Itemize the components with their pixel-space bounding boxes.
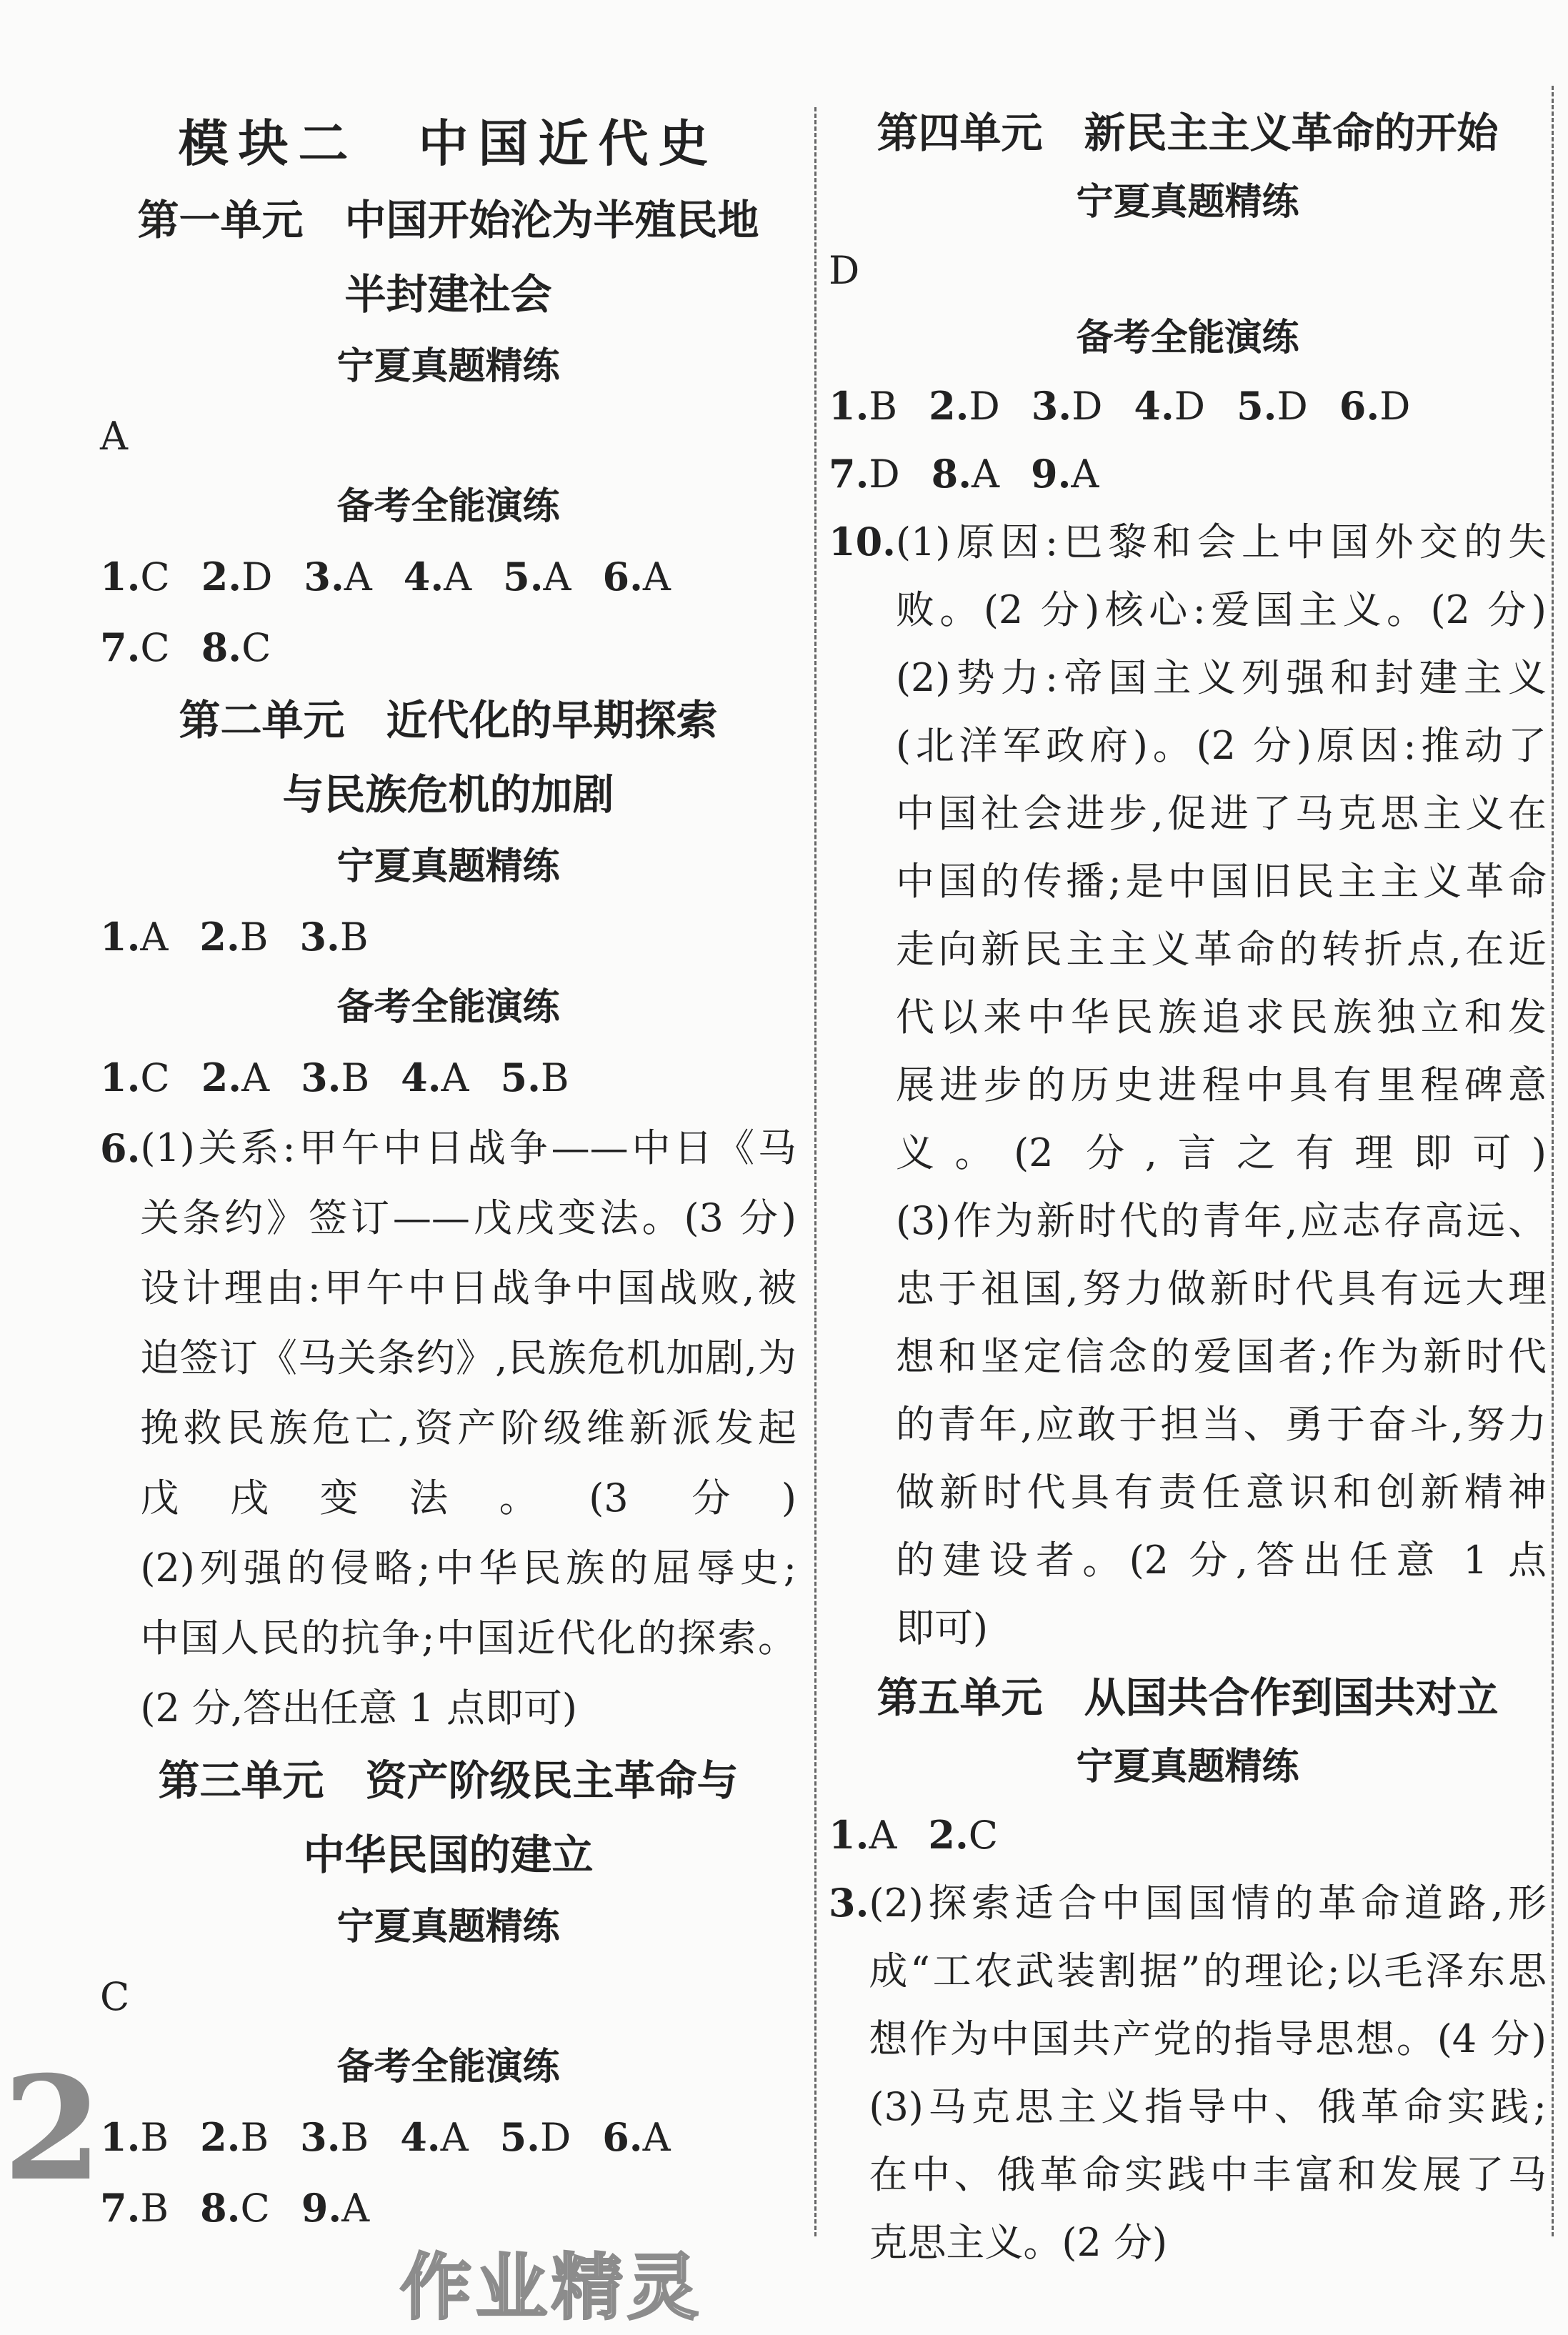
question-number: 4. (401, 1055, 441, 1100)
answer-choice: C (140, 1055, 170, 1100)
answer-item (100, 1042, 170, 1113)
unit-title (829, 1662, 1547, 1733)
answer-choice: A (1071, 452, 1099, 497)
answer-line: 挽救民族危亡,资产阶级维新派发起 (140, 1405, 797, 1450)
question-number: 9. (301, 2185, 342, 2231)
answer-item (932, 440, 999, 508)
question-number: 2. (199, 914, 240, 960)
question-number: 8. (200, 2185, 241, 2231)
answer-item (200, 2102, 269, 2173)
answer-line: 代以来中华民族追求民族独立和发 (895, 995, 1547, 1040)
question-number: 7. (100, 2185, 141, 2231)
answer-item (304, 542, 371, 612)
question-number: 7. (100, 624, 141, 670)
answer-choice: A (543, 554, 571, 599)
answer-item (829, 440, 900, 508)
answer-item (201, 612, 271, 683)
answer-line: 走向新民主主义革命的转折点,在近 (895, 927, 1547, 972)
question-number: 3. (300, 2114, 341, 2160)
answer-item (400, 2102, 468, 2173)
answer-line: (北洋军政府)。(2 分)原因:推动了 (895, 723, 1547, 768)
left-column (100, 104, 797, 2244)
question-number: 1. (829, 1812, 869, 1858)
answer-item (404, 542, 471, 612)
answer-line: (2)势力:帝国主义列强和封建主义 (895, 655, 1547, 700)
answer-item (301, 2173, 369, 2244)
answer-item (201, 542, 273, 612)
answer-choice: A (344, 554, 372, 599)
answer-line: 在中、俄革命实践中丰富和发展了马 (869, 2152, 1547, 2197)
section-subheading: 宁夏真题精练 (1076, 181, 1299, 224)
unit-title-line: 中华民国的建立 (303, 1831, 594, 1879)
answer-line: 克思主义。(2 分) (869, 2220, 1168, 2265)
right-column (829, 97, 1547, 2276)
answer-item (1134, 372, 1205, 440)
question-number: 5. (500, 1055, 541, 1100)
answer-line: (1)原因:巴黎和会上中国外交的失 (895, 519, 1547, 564)
answer-line: 忠于祖国,努力做新时代具有远大理 (895, 1266, 1547, 1311)
question-number: 2. (201, 554, 242, 599)
question-number: 4. (1134, 383, 1174, 429)
unit-title (829, 97, 1547, 169)
answer-choice: D (539, 2115, 571, 2160)
unit-title-line: 与民族危机的加剧 (282, 770, 614, 819)
answer-choice: B (540, 1055, 569, 1100)
answer-line: 成“工农武装割据”的理论;以毛泽东思 (869, 1948, 1547, 1993)
answer-line: 做新时代具有责任意识和创新精神 (895, 1470, 1547, 1515)
answer-body (896, 508, 1547, 1662)
question-number: 8. (931, 451, 972, 497)
answer-line: (3)作为新时代的青年,应志存高远、 (895, 1198, 1547, 1243)
answer-item (1237, 372, 1308, 440)
unit-title-line: 半封建社会 (344, 270, 552, 319)
answer-row (100, 612, 797, 683)
answer-line: 中国的传播;是中国旧民主主义革命 (895, 859, 1547, 904)
answer-item (100, 2102, 169, 2173)
answer-item (199, 902, 268, 972)
answer-choice: A (140, 915, 169, 960)
question-number: 1. (100, 554, 141, 599)
answer-line: 展进步的历史进程中具有里程碑意 (895, 1062, 1547, 1107)
answer-choice: A (869, 1813, 897, 1858)
answer-line: 想和坚定信念的爱国者;作为新时代 (895, 1334, 1547, 1379)
answer-line: 迫签订《马关条约》,民族危机加剧,为 (140, 1335, 797, 1380)
question-number: 3. (829, 1880, 869, 1926)
answer-choice: A (440, 2115, 469, 2160)
answer-choice: B (140, 2186, 169, 2231)
question-number: 3. (304, 554, 344, 599)
question-number: 6. (602, 554, 643, 599)
answer-item (602, 2102, 670, 2173)
question-number: 2. (928, 1812, 969, 1858)
answer-line: 即可) (895, 1605, 989, 1651)
section-subheading: 备考全能演练 (336, 986, 560, 1029)
answer-item-long (100, 1113, 797, 1743)
answer-choice: C (968, 1813, 999, 1858)
question-number: 2. (201, 1055, 242, 1100)
answer-item (401, 1042, 469, 1113)
watermark: 作业精灵 (400, 2246, 703, 2329)
column-divider (814, 107, 817, 2236)
answer-choice: B (239, 915, 269, 960)
question-number: 6. (602, 2114, 643, 2160)
answer-item (500, 2102, 571, 2173)
unit-title-line: 第一单元 中国开始沦为半殖民地 (137, 196, 759, 244)
answer-choice: D (969, 384, 1000, 429)
question-number: 2. (929, 383, 969, 429)
question-number: 9. (1031, 451, 1072, 497)
answer-line: 关条约》签订——戊戌变法。(3 分) (140, 1195, 797, 1240)
answer-item (1339, 372, 1411, 440)
answer-item (200, 2173, 270, 2244)
question-number: 1. (100, 2114, 141, 2160)
answer-item (301, 1042, 369, 1113)
question-number: 3. (301, 1055, 341, 1100)
question-number: 5. (499, 2114, 540, 2160)
section-subheading: 宁夏真题精练 (336, 345, 560, 388)
answer-line: 设计理由:甲午中日战争中国战败,被 (140, 1265, 797, 1310)
section-subheading: 宁夏真题精练 (336, 1906, 560, 1948)
answer-row (829, 440, 1547, 508)
answer-line: (3)马克思主义指导中、俄革命实践; (869, 2084, 1547, 2129)
question-number: 1. (829, 383, 869, 429)
answer-item (299, 902, 368, 972)
answer-text: D (829, 248, 860, 293)
answer-item (100, 902, 168, 972)
answer-row (829, 1801, 1547, 1869)
question-number: 7. (829, 451, 869, 497)
answer-choice: B (339, 915, 369, 960)
section-subheading: 宁夏真题精练 (336, 845, 560, 888)
answer-line: (2)探索适合中国国情的革命道路,形 (869, 1881, 1547, 1926)
unit-title-line: 第二单元 近代化的早期探索 (179, 696, 718, 745)
answer-row (100, 2102, 797, 2173)
unit-title-line: 第三单元 资产阶级民主革命与 (158, 1756, 739, 1805)
answer-item (1031, 440, 1099, 508)
unit-title-line: 第五单元 从国共合作到国共对立 (877, 1673, 1499, 1722)
question-number: 5. (1237, 383, 1277, 429)
answer-item (100, 612, 170, 683)
answer-line: 的建设者。(2 分,答出任意 1 点 (895, 1538, 1547, 1583)
answer-row (100, 542, 797, 612)
question-number: 4. (403, 554, 444, 599)
question-number: 8. (201, 624, 242, 670)
answer-item (100, 542, 170, 612)
answer-item (501, 1042, 569, 1113)
question-number: 3. (1031, 383, 1072, 429)
answer-line: 败。(2 分)核心:爱国主义。(2 分) (895, 587, 1547, 632)
answer-line: (1)关系:甲午中日战争——中日《马 (140, 1125, 797, 1170)
answer-choice: D (1174, 384, 1206, 429)
section-subheading: 宁夏真题精练 (1076, 1746, 1299, 1788)
answer-line: 想作为中国共产党的指导思想。(4 分) (869, 2016, 1547, 2061)
answer-row (100, 1042, 797, 1113)
answer-line: 的青年,应敢于担当、勇于奋斗,努力 (895, 1402, 1547, 1447)
answer-item-long (829, 1869, 1547, 2276)
answer-item (603, 542, 671, 612)
answer-choice: C (140, 625, 170, 670)
answer-choice: C (240, 2186, 270, 2231)
answer-choice: D (1072, 384, 1103, 429)
question-number: 1. (100, 1055, 141, 1100)
answer-item (201, 1042, 269, 1113)
answer-line: 中国人民的抗争;中国近代化的探索。 (140, 1615, 797, 1661)
answer-choice: B (340, 2115, 369, 2160)
unit-title-line: 第四单元 新民主主义革命的开始 (877, 109, 1499, 157)
answer-choice: A (642, 554, 671, 599)
page-number: 2 (3, 2045, 103, 2213)
answer-item (929, 372, 1000, 440)
answer-item (1032, 372, 1103, 440)
answer-choice: B (140, 2115, 169, 2160)
question-number: 3. (299, 914, 340, 960)
answer-choice: B (341, 1055, 370, 1100)
question-number: 6. (100, 1125, 141, 1171)
right-border (1552, 86, 1554, 2236)
answer-item (300, 2102, 369, 2173)
answer-choice: D (1277, 384, 1308, 429)
answer-text: C (100, 1974, 130, 2019)
answer-line: 戊戌变法。(3 分) (140, 1475, 797, 1520)
answer-line: (2 分,答出任意 1 点即可) (140, 1686, 577, 1731)
answer-choice: B (240, 2115, 269, 2160)
answer-item (503, 542, 571, 612)
answer-choice: C (241, 625, 271, 670)
answer-item (829, 1801, 897, 1869)
question-number: 10. (829, 519, 896, 564)
answer-choice: A (642, 2115, 671, 2160)
section-subheading: 备考全能演练 (1076, 317, 1299, 359)
answer-body (140, 1113, 797, 1743)
answer-choice: A (972, 452, 1000, 497)
answer-item (829, 372, 897, 440)
answer-choice: A (444, 554, 472, 599)
question-number: 2. (200, 2114, 241, 2160)
answer-line: (2)列强的侵略;中华民族的屈辱史; (140, 1545, 797, 1590)
answer-choice: A (341, 2186, 370, 2231)
answer-choice: C (140, 554, 170, 599)
answer-row (829, 372, 1547, 440)
answer-row (100, 902, 797, 972)
answer-text: A (100, 414, 128, 459)
answer-choice: D (241, 554, 273, 599)
question-number: 1. (100, 914, 141, 960)
answer-choice: D (869, 452, 900, 497)
answer-item (100, 2173, 169, 2244)
section-subheading: 备考全能演练 (336, 2046, 560, 2088)
unit-title (100, 1743, 797, 1892)
module-title: 模块二 中国近代史 (178, 114, 719, 173)
unit-title (100, 683, 797, 832)
question-number: 5. (503, 554, 544, 599)
answer-body (869, 1869, 1547, 2276)
answer-line: 中国社会进步,促进了马克思主义在 (895, 791, 1547, 836)
answer-choice: B (869, 384, 898, 429)
question-number: 4. (400, 2114, 441, 2160)
question-number: 6. (1339, 383, 1380, 429)
unit-title (100, 183, 797, 332)
answer-row (100, 2173, 797, 2244)
section-subheading: 备考全能演练 (336, 485, 560, 528)
answer-item-long (829, 508, 1547, 1662)
answer-line: 义。(2 分,言之有理即可) (895, 1130, 1547, 1175)
answer-choice: D (1379, 384, 1411, 429)
answer-choice: A (241, 1055, 270, 1100)
answer-item (928, 1801, 998, 1869)
answer-choice: A (441, 1055, 469, 1100)
